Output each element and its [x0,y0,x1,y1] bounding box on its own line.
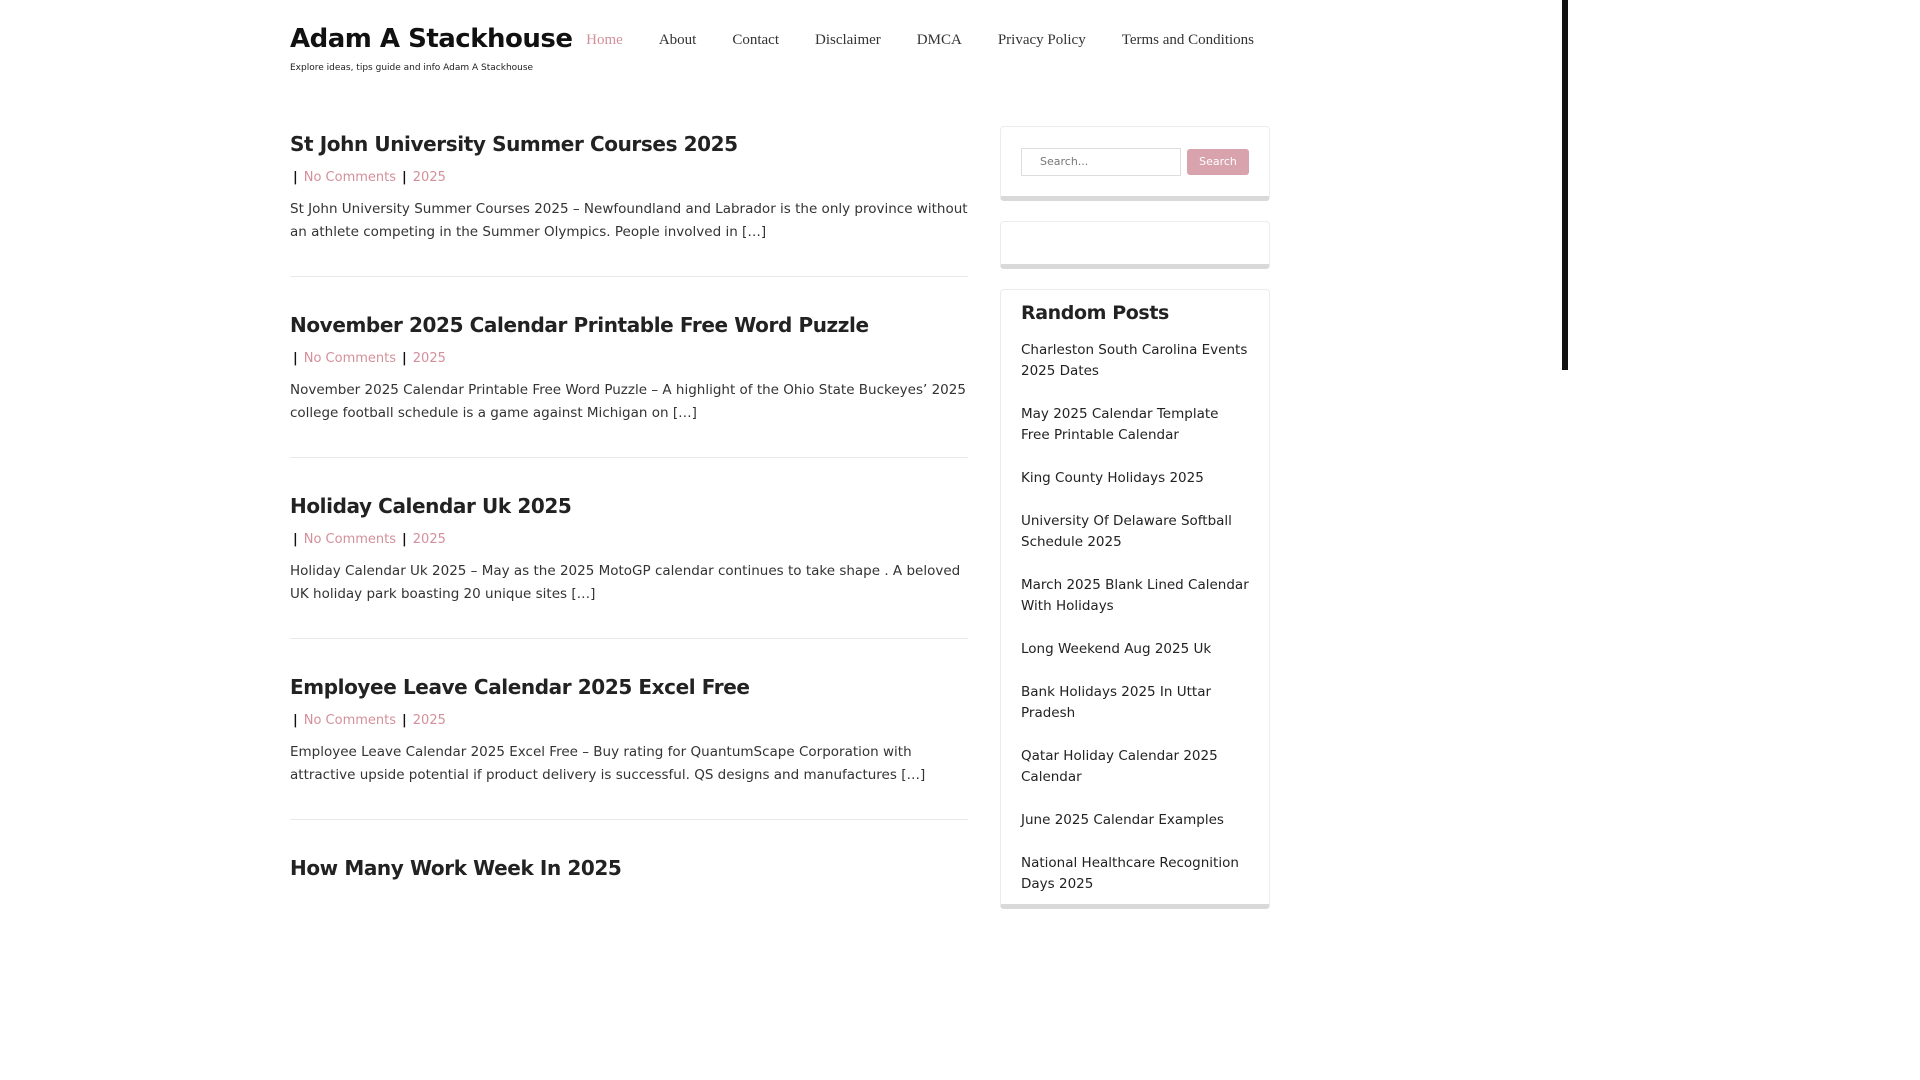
random-post-link[interactable]: Charleston South Carolina Events 2025 Dates [1021,342,1248,379]
post-excerpt: St John University Summer Courses 2025 – Newfoundland and Labrador is the only province without an athlete competing in the Summer Olympics. People involved in […] [290,201,968,240]
site-title[interactable]: Adam A Stackhouse [290,24,573,54]
post-item [290,311,968,458]
empty-widget [1000,221,1270,269]
list-item[interactable] [1021,810,1249,831]
random-post-link[interactable]: Qatar Holiday Calendar 2025 Calendar [1021,748,1218,785]
post-meta [290,711,968,731]
post-title[interactable]: Holiday Calendar Uk 2025 [290,494,572,518]
meta-separator: | [402,351,407,366]
list-item[interactable] [1021,746,1249,788]
meta-separator: | [402,532,407,547]
random-post-link[interactable]: Bank Holidays 2025 In Uttar Pradesh [1021,684,1212,721]
post-comments-link[interactable]: No Comments [303,532,397,547]
site-tagline: Explore ideas, tips guide and info Adam A Stackhouse [290,63,534,73]
sidebar [1000,126,1270,929]
site-header [290,24,1270,84]
post-meta [290,168,968,188]
random-post-link[interactable]: March 2025 Blank Lined Calendar With Holidays [1021,577,1249,614]
post-category-link[interactable]: 2025 [412,170,446,185]
post-excerpt: November 2025 Calendar Printable Free Word Puzzle – A highlight of the Ohio State Buckeyes’ 2025 college football schedule is a game against Michigan on […] [290,382,966,421]
post-item [290,492,968,639]
post-title[interactable]: November 2025 Calendar Printable Free Word Puzzle [290,313,869,337]
meta-separator: | [293,351,298,366]
random-posts-title: Random Posts [1021,302,1169,324]
random-post-link[interactable]: National Healthcare Recognition Days 2025 [1021,855,1239,892]
random-post-link[interactable]: June 2025 Calendar Examples [1021,812,1224,828]
meta-separator: | [402,713,407,728]
search-widget [1000,126,1270,201]
nav-dmca[interactable]: DMCA [916,32,962,48]
list-item[interactable] [1021,404,1249,446]
random-post-link[interactable]: University Of Delaware Softball Schedule 2025 [1021,513,1232,550]
search-button[interactable]: Search [1187,149,1249,175]
post-excerpt: Holiday Calendar Uk 2025 – May as the 2025 MotoGP calendar continues to take shape . A beloved UK holiday park boasting 20 unique sites […] [290,563,961,602]
scrollbar-thumb[interactable] [1562,0,1568,370]
post-excerpt: Employee Leave Calendar 2025 Excel Free – Buy rating for QuantumScape Corporation with attractive upside potential if product delivery is successful. QS designs and manufactures […] [290,744,926,783]
post-item [290,854,968,924]
post-meta [290,530,968,550]
list-item[interactable] [1021,340,1249,382]
post-item [290,673,968,820]
post-category-link[interactable]: 2025 [412,532,446,547]
nav-terms-and-conditions[interactable]: Terms and Conditions [1121,32,1254,48]
random-posts-list [1021,340,1249,895]
post-category-link[interactable]: 2025 [412,351,446,366]
list-item[interactable] [1021,682,1249,724]
post-comments-link[interactable]: No Comments [303,713,397,728]
meta-separator: | [402,170,407,185]
main-nav [550,32,1254,49]
post-meta [290,349,968,369]
list-item[interactable] [1021,575,1249,617]
nav-contact[interactable]: Contact [732,32,779,48]
post-title[interactable]: Employee Leave Calendar 2025 Excel Free [290,675,750,699]
post-title[interactable]: St John University Summer Courses 2025 [290,132,738,156]
meta-separator: | [293,170,298,185]
post-list [290,130,968,958]
post-comments-link[interactable]: No Comments [303,170,397,185]
search-input[interactable] [1021,148,1181,176]
nav-about[interactable]: About [658,32,697,48]
list-item[interactable] [1021,511,1249,553]
list-item[interactable] [1021,468,1249,489]
random-posts-widget [1000,289,1270,909]
meta-separator: | [293,532,298,547]
post-title[interactable]: How Many Work Week In 2025 [290,856,622,880]
post-category-link[interactable]: 2025 [412,713,446,728]
random-post-link[interactable]: Long Weekend Aug 2025 Uk [1021,641,1212,657]
random-post-link[interactable]: May 2025 Calendar Template Free Printable Calendar [1021,406,1219,443]
nav-privacy-policy[interactable]: Privacy Policy [997,32,1086,48]
post-item [290,130,968,277]
nav-disclaimer[interactable]: Disclaimer [814,32,881,48]
random-post-link[interactable]: King County Holidays 2025 [1021,470,1204,486]
meta-separator: | [293,713,298,728]
list-item[interactable] [1021,639,1249,660]
list-item[interactable] [1021,853,1249,895]
nav-home[interactable]: Home [586,32,623,48]
post-comments-link[interactable]: No Comments [303,351,397,366]
